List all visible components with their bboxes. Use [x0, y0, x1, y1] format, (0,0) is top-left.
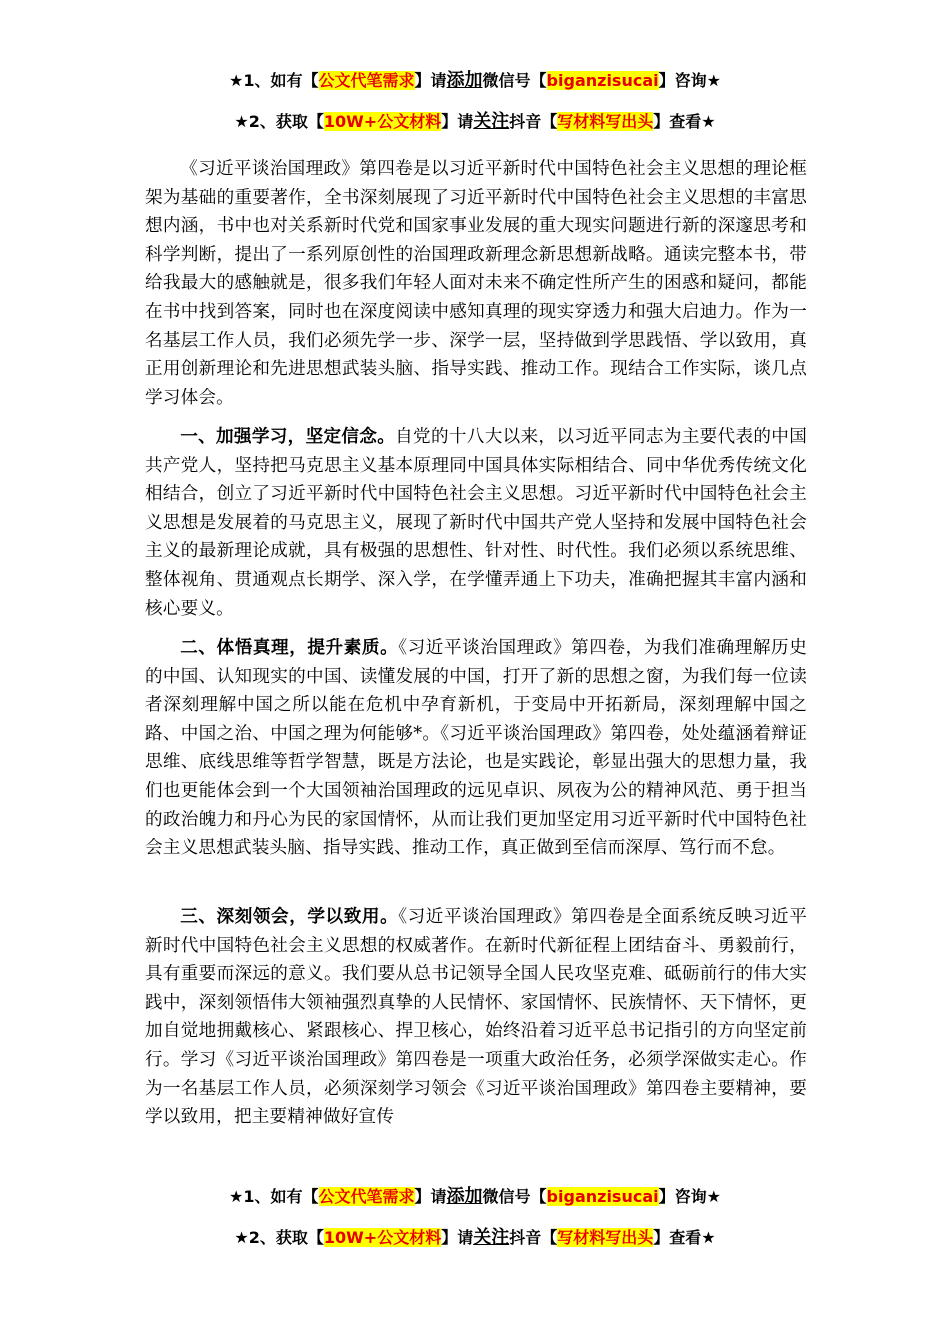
banner-highlight: biganzisucai: [546, 1187, 659, 1206]
header-banner-line-1: [0, 69, 950, 93]
banner-highlight: 写材料写出头: [557, 1228, 654, 1247]
banner-text: 】请: [441, 112, 474, 131]
footer-banner-line-2: [0, 1226, 950, 1250]
section-text: 自党的十八大以来，以习近平同志为主要代表的中国共产党人，坚持把马克思主义基本原理同中国具体实际相结合、同中华优秀传统文化相结合，创立了习近平新时代中国特色社会主义思想。习近平新时代中国特色社会主义思想是发展着的马克思主义，展现了新时代中国共产党人坚持和发展中国特色社会主义的最新理论成就，具有极强的思想性、针对性、时代性。我们必须以系统思维、整体视角、贯通观点长期学、深入学，在学懂弄通上下功夫，准确把握其丰富内涵和核心要义。: [145, 427, 807, 619]
banner-text: 抖音【: [509, 1228, 558, 1247]
footer-banner-line-1: [0, 1185, 950, 1209]
banner-text: ★1、如有【: [229, 1187, 319, 1206]
header-banner-line-2: [0, 110, 950, 134]
banner-underline: 关注: [473, 111, 510, 132]
section-paragraph: [145, 423, 807, 623]
banner-text: 】请: [414, 71, 447, 90]
banner-text: 】咨询★: [658, 1187, 721, 1206]
banner-text: 】请: [441, 1228, 474, 1247]
banner-text: 抖音【: [509, 112, 558, 131]
banner-text: 】咨询★: [658, 71, 721, 90]
section-heading: 二、体悟真理，提升素质。: [180, 638, 399, 658]
intro-paragraph: 《习近平谈治国理政》第四卷是以习近平新时代中国特色社会主义思想的理论框架为基础的重要著作，全书深刻展现了习近平新时代中国特色社会主义思想的丰富思想内涵，书中也对关系新时代党和国家事业发展的重大现实问题进行新的深邃思考和科学判断，提出了一系列原创性的治国理政新理念新思想新战略。通读完整本书，带给我最大的感触就是，很多我们年轻人面对未来不确定性所产生的困惑和疑问，都能在书中找到答案，同时也在深度阅读中感知真理的现实穿透力和强大启迪力。作为一名基层工作人员，我们必须先学一步、深学一层，坚持做到学思践悟、学以致用，真正用创新理论和先进思想武装头脑、指导实践、推动工作。现结合工作实际，谈几点学习体会。: [145, 159, 807, 408]
banner-text: ★1、如有【: [229, 71, 319, 90]
section-paragraph: [145, 903, 807, 1132]
banner-underline: 关注: [473, 1227, 510, 1248]
banner-highlight: biganzisucai: [546, 71, 659, 90]
banner-highlight: 公文代笔需求: [318, 71, 415, 90]
banner-text: 微信号【: [482, 1187, 547, 1206]
banner-underline: 添加: [446, 70, 483, 91]
banner-text: 微信号【: [482, 71, 547, 90]
banner-text: ★2、获取【: [234, 112, 324, 131]
section-text: 《习近平谈治国理政》第四卷是全面系统反映习近平新时代中国特色社会主义思想的权威著作。在新时代新征程上团结奋斗、勇毅前行，具有重要而深远的意义。我们要从总书记领导全国人民攻坚克难、砥砺前行的伟大实践中，深刻领悟伟大领袖强烈真挚的人民情怀、家国情怀、民族情怀、天下情怀，更加自觉地拥戴核心、紧跟核心、捍卫核心，始终沿着习近平总书记指引的方向坚定前行。学习《习近平谈治国理政》第四卷是一项重大政治任务，必须学深做实走心。作为一名基层工作人员，必须深刻学习领会《习近平谈治国理政》第四卷主要精神，要学以致用，把主要精神做好宣传: [145, 907, 807, 1128]
banner-highlight: 公文代笔需求: [318, 1187, 415, 1206]
banner-underline: 添加: [446, 1186, 483, 1207]
section-heading: 三、深刻领会，学以致用。: [180, 907, 399, 927]
banner-text: ★2、获取【: [234, 1228, 324, 1247]
banner-text: 】查看★: [653, 112, 716, 131]
section-text: 《习近平谈治国理政》第四卷，为我们准确理解历史的中国、认知现实的中国、读懂发展的中国，打开了新的思想之窗，为我们每一位读者深刻理解中国之所以能在危机中孕育新机，于变局中开拓新局，深刻理解中国之路、中国之治、中国之理为何能够*。《习近平谈治国理政》第四卷，处处蕴涵着辩证思维、底线思维等哲学智慧，既是方法论，也是实践论，彰显出强大的思想力量，我们也更能体会到一个大国领袖治国理政的远见卓识、夙夜为公的精神风范、勇于担当的政治魄力和丹心为民的家国情怀，从而让我们更加坚定用习近平新时代中国特色社会主义思想武装头脑、指导实践、推动工作，真正做到至信而深厚、笃行而不怠。: [145, 638, 807, 859]
section-paragraph: [145, 634, 807, 863]
banner-text: 】请: [414, 1187, 447, 1206]
banner-highlight: 10W+公文材料: [323, 1228, 442, 1247]
intro-block: [145, 155, 807, 412]
section-3: [145, 903, 807, 1132]
banner-highlight: 写材料写出头: [557, 112, 654, 131]
section-1: [145, 423, 807, 623]
banner-highlight: 10W+公文材料: [323, 112, 442, 131]
section-heading: 一、加强学习，坚定信念。: [180, 427, 396, 447]
section-2: [145, 634, 807, 863]
banner-text: 】查看★: [653, 1228, 716, 1247]
